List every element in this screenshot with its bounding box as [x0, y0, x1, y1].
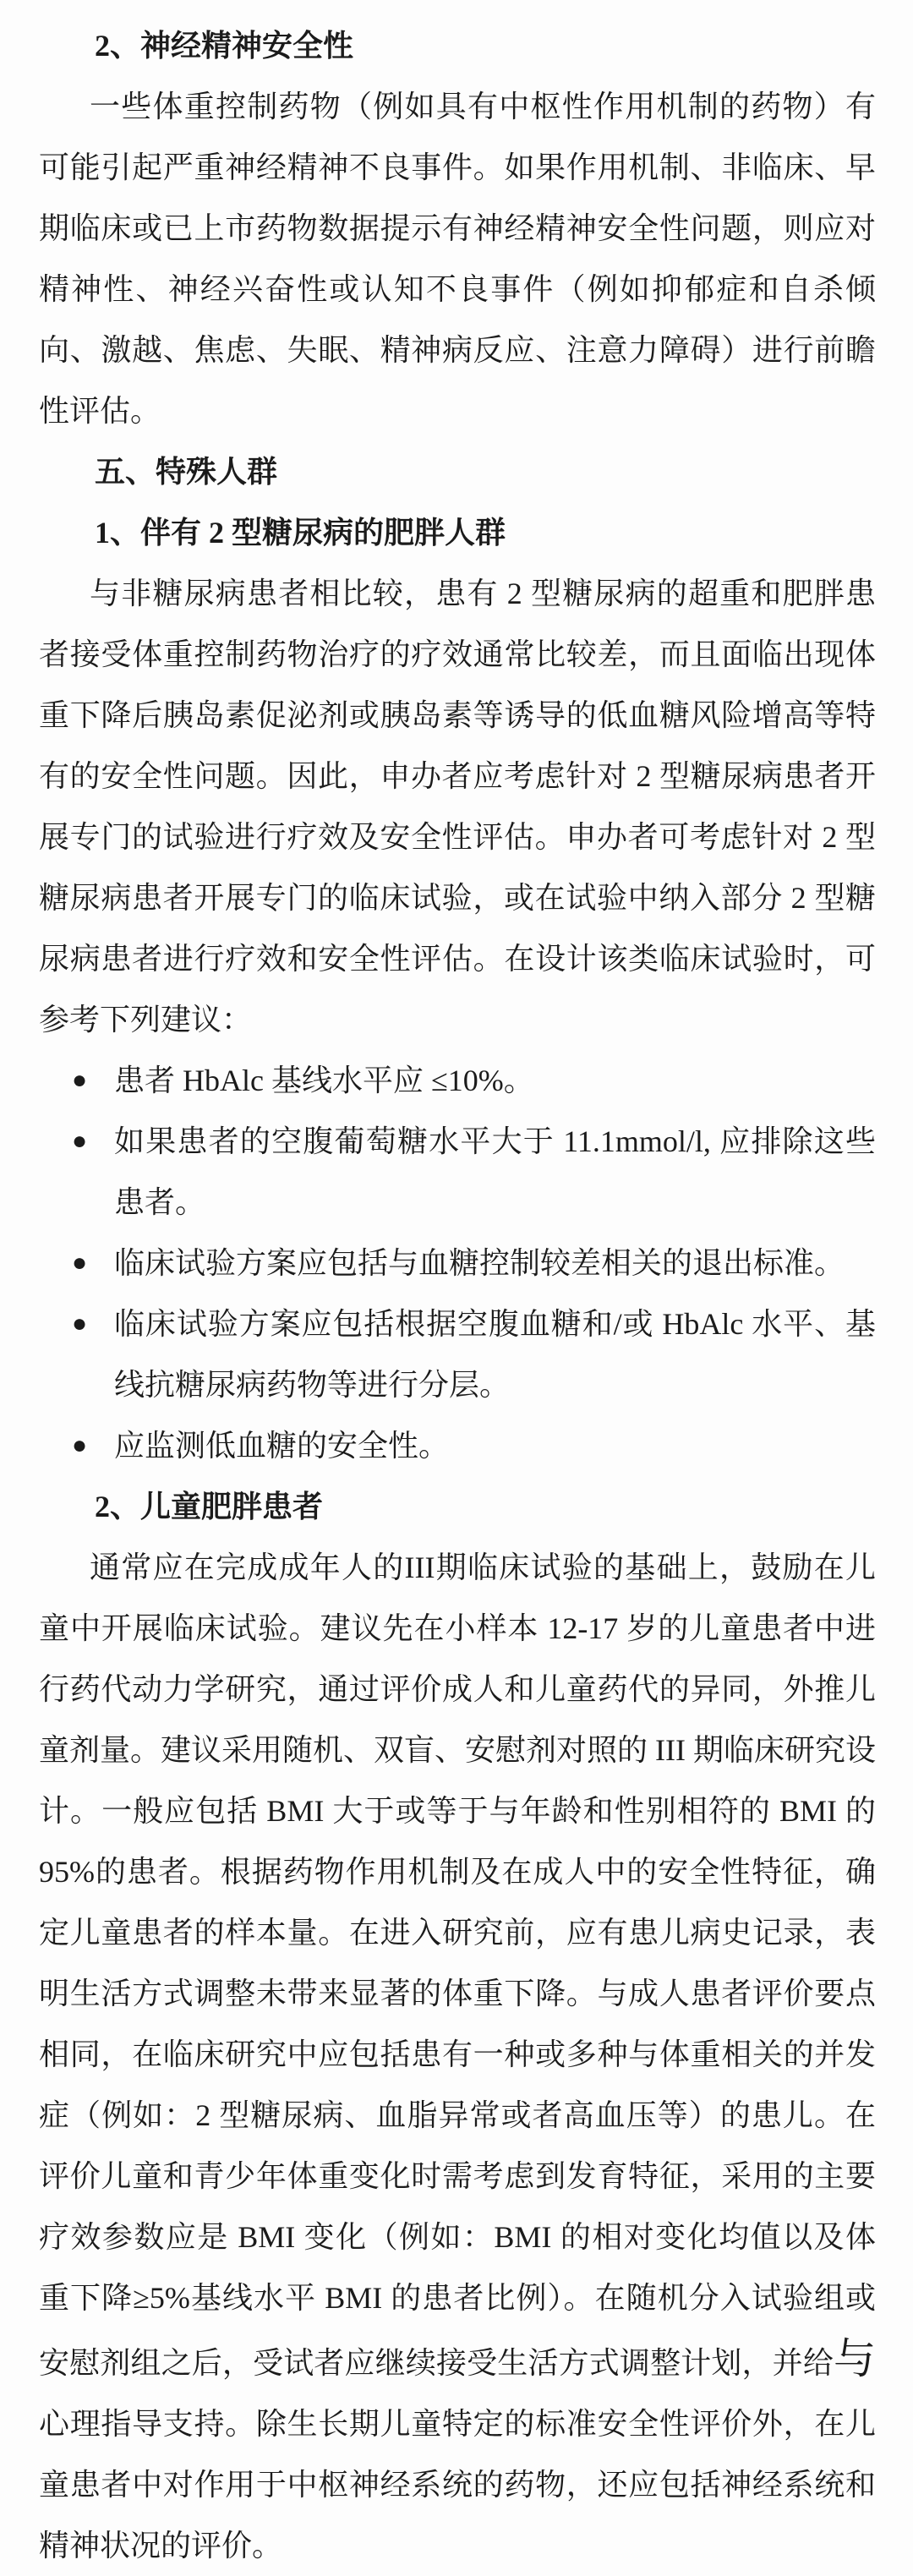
paragraph-pediatric-text-start: 通常应在完成成年人的III期临床试验的基础上，鼓励在儿童中开展临床试验。建议先在小样本 12-17 岁的儿童患者中进行药代动力学研究，通过评价成人和儿童药代的异同，外推儿童剂量。建议采用随机、双盲、安慰剂对照的 III 期临床研究设计。一般应包括 BMI 大于或等于与年龄和性别相符的 BMI 的 95%的患者。根据药物作用机制及在成人中的安全性特征，确定儿童患者的样本量。在进入研究前，应有患儿病史记录，表明生活方式调整未带来显著的体重下降。与成人患者评价要点相同，在临床研究中应包括患有一种或多种与体重相关的并发症（例如：2 型糖尿病、血脂异常或者高血压等）的患儿。在评价儿童和青少年体重变化时需考虑到发育特征，采用的主要疗效参数应是 BMI 变化（例如：BMI 的相对变化均值以及体重下降≥5%基线水平 BMI 的患者比例）。在随机分入试验组或安慰剂组之后，受试者应继续接受生活方式调整计划，并给	[39, 1551, 876, 2380]
list-item-text: 临床试验方案应包括根据空腹血糖和/或 HbAlc 水平、基线抗糖尿病药物等进行分层。	[114, 1307, 876, 1402]
paragraph-neuropsychiatric-safety: 一些体重控制药物（例如具有中枢性作用机制的药物）有可能引起严重神经精神不良事件。如果作用机制、非临床、早期临床或已上市药物数据提示有神经精神安全性问题，则应对精神性、神经兴奋性或认知不良事件（例如抑郁症和自杀倾向、激越、焦虑、失眠、精神病反应、注意力障碍）进行前瞻性评估。	[39, 90, 876, 428]
list-item	[39, 1293, 876, 1415]
heading-neuropsychiatric-safety: 2、神经精神安全性	[95, 29, 354, 63]
list-item	[39, 1415, 876, 1476]
paragraph-type2-diabetes: 与非糖尿病患者相比较，患有 2 型糖尿病的超重和肥胖患者接受体重控制药物治疗的疗效通常比较差，而且面临出现体重下降后胰岛素促泌剂或胰岛素等诱导的低血糖风险增高等特有的安全性问题。因此，申办者应考虑针对 2 型糖尿病患者开展专门的试验进行疗效及安全性评估。申办者可考虑针对 2 型糖尿病患者开展专门的临床试验，或在试验中纳入部分 2 型糖尿病患者进行疗效和安全性评估。在设计该类临床试验时，可参考下列建议：	[39, 577, 876, 1036]
bullet-icon: ●	[72, 1431, 88, 1459]
bullet-icon: ●	[72, 1127, 88, 1155]
bullet-icon: ●	[72, 1249, 88, 1277]
paragraph-pediatric-obese	[39, 1537, 876, 2576]
bullet-icon: ●	[72, 1310, 88, 1337]
recommendation-list	[39, 1050, 876, 1476]
list-item	[39, 1111, 876, 1233]
heading-pediatric-obese-patients: 2、儿童肥胖患者	[95, 1490, 324, 1523]
heading-special-populations: 五、特殊人群	[95, 455, 278, 489]
paragraph-pediatric-text-end: 心理指导支持。除生长期儿童特定的标准安全性评价外，在儿童患者中对作用于中枢神经系统的药物，还应包括神经系统和精神状况的评价。	[39, 2407, 876, 2562]
list-item	[39, 1050, 876, 1111]
list-item-text: 应监测低血糖的安全性。	[114, 1429, 450, 1463]
heading-obese-with-type2-diabetes: 1、伴有 2 型糖尿病的肥胖人群	[95, 516, 506, 550]
list-item	[39, 1233, 876, 1293]
enlarged-character: 与	[834, 2335, 876, 2382]
list-item-text: 患者 HbAlc 基线水平应 ≤10%。	[114, 1064, 534, 1097]
list-item-text: 临床试验方案应包括与血糖控制较差相关的退出标准。	[114, 1246, 845, 1280]
bullet-icon: ●	[72, 1066, 88, 1094]
list-item-text: 如果患者的空腹葡萄糖水平大于 11.1mmol/l, 应排除这些患者。	[114, 1124, 876, 1219]
